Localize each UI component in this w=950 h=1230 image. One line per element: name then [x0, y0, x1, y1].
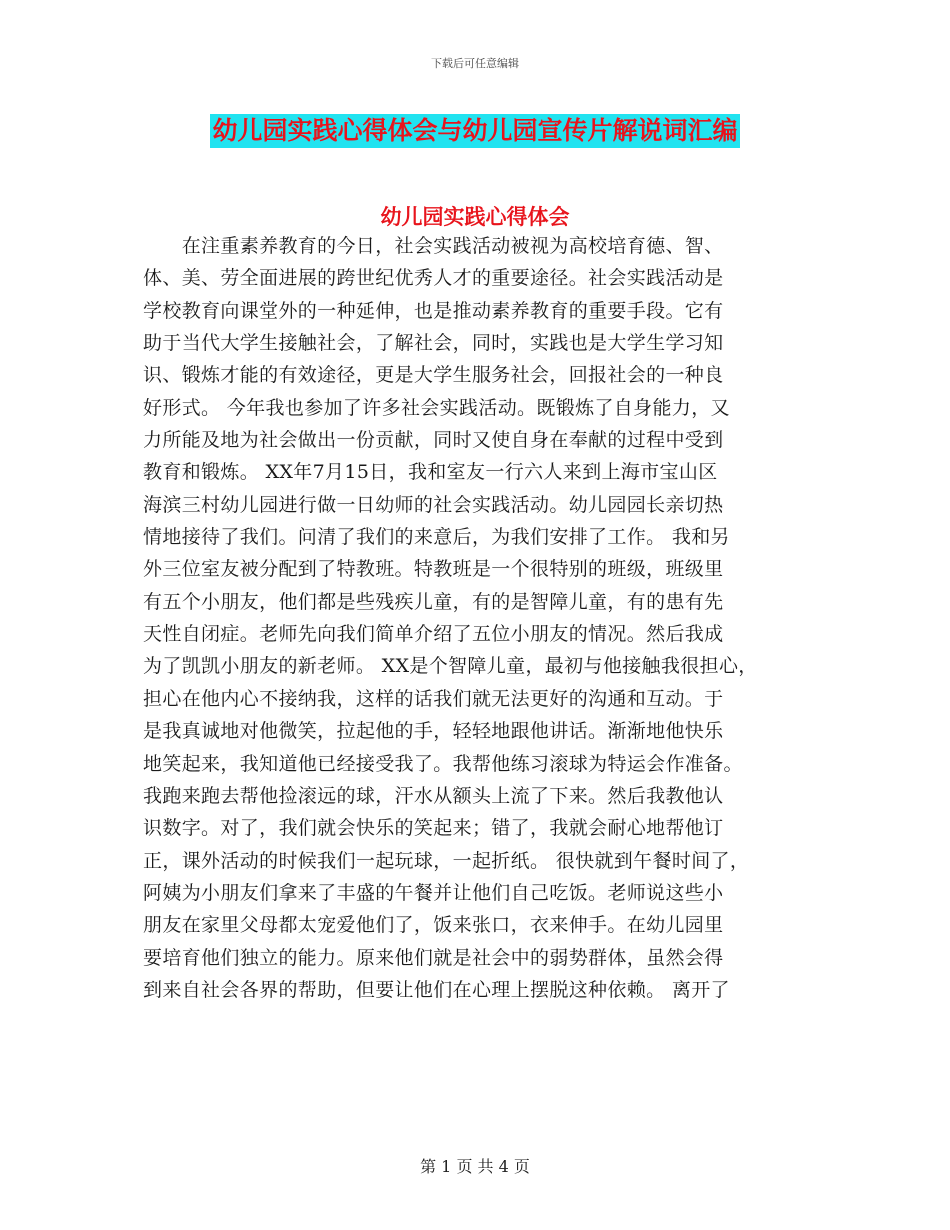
text-line: 体、美、劳全面进展的跨世纪优秀人才的重要途径。社会实践活动是 [143, 267, 724, 290]
text-line: 朋友在家里父母都太宠爱他们了，饭来张口，衣来伸手。在幼儿园里 [143, 914, 724, 937]
text-line: 力所能及地为社会做出一份贡献，同时又使自身在奉献的过程中受到 [143, 429, 724, 452]
text-line: 好形式。 今年我也参加了许多社会实践活动。既锻炼了自身能力，又 [143, 396, 730, 419]
text-line: 地笑起来，我知道他已经接受我了。我帮他练习滚球为特运会作准备。 [143, 752, 743, 775]
section-title: 幼儿园实践心得体会 [380, 205, 570, 229]
text-line: 学校教育向课堂外的一种延伸，也是推动素养教育的重要手段。它有 [143, 299, 724, 322]
page-number-footer: 第 1 页 共 4 页 [420, 1157, 530, 1176]
header-note: 下载后可任意编辑 [431, 57, 519, 70]
text-line: 外三位室友被分配到了特教班。特教班是一个很特别的班级，班级里 [143, 558, 724, 581]
text-line: 在注重素养教育的今日，社会实践活动被视为高校培育德、智、 [143, 235, 724, 257]
text-line: 教育和锻炼。 XX年7月15日，我和室友一行六人来到上海市宝山区 [143, 461, 718, 484]
text-line: 识数字。对了，我们就会快乐的笑起来；错了，我就会耐心地帮他订 [143, 817, 724, 840]
text-line: 有五个小朋友，他们都是些残疾儿童，有的是智障儿童，有的患有先 [143, 590, 724, 613]
text-line: 担心在他内心不接纳我，这样的话我们就无法更好的沟通和互动。于 [143, 687, 724, 710]
text-line: 是我真诚地对他微笑，拉起他的手，轻轻地跟他讲话。渐渐地他快乐 [143, 720, 724, 743]
text-line: 海滨三村幼儿园进行做一日幼师的社会实践活动。幼儿园园长亲切热 [143, 493, 724, 516]
document-title: 幼儿园实践心得体会与幼儿园宣传片解说词汇编 [210, 114, 739, 148]
document-title-wrap [0, 114, 950, 148]
text-line: 阿姨为小朋友们拿来了丰盛的午餐并让他们自己吃饭。老师说这些小 [143, 881, 724, 904]
text-line: 到来自社会各界的帮助，但要让他们在心理上摆脱这种依赖。 离开了 [143, 978, 730, 1001]
text-line: 我跑来跑去帮他捡滚远的球，汗水从额头上流了下来。然后我教他认 [143, 784, 724, 807]
text-line: 正，课外活动的时候我们一起玩球，一起折纸。 很快就到午餐时间了， [143, 849, 750, 872]
text-line: 情地接待了我们。问清了我们的来意后，为我们安排了工作。 我和另 [143, 526, 730, 549]
text-line: 助于当代大学生接触社会，了解社会，同时，实践也是大学生学习知 [143, 332, 724, 355]
body-text [143, 230, 809, 1006]
text-line: 天性自闭症。老师先向我们简单介绍了五位小朋友的情况。然后我成 [143, 623, 724, 646]
text-line: 为了凯凯小朋友的新老师。 XX是个智障儿童，最初与他接触我很担心， [143, 655, 758, 678]
text-line: 识、锻炼才能的有效途径，更是大学生服务社会，回报社会的一种良 [143, 364, 724, 387]
text-line: 要培育他们独立的能力。原来他们就是社会中的弱势群体，虽然会得 [143, 946, 724, 969]
